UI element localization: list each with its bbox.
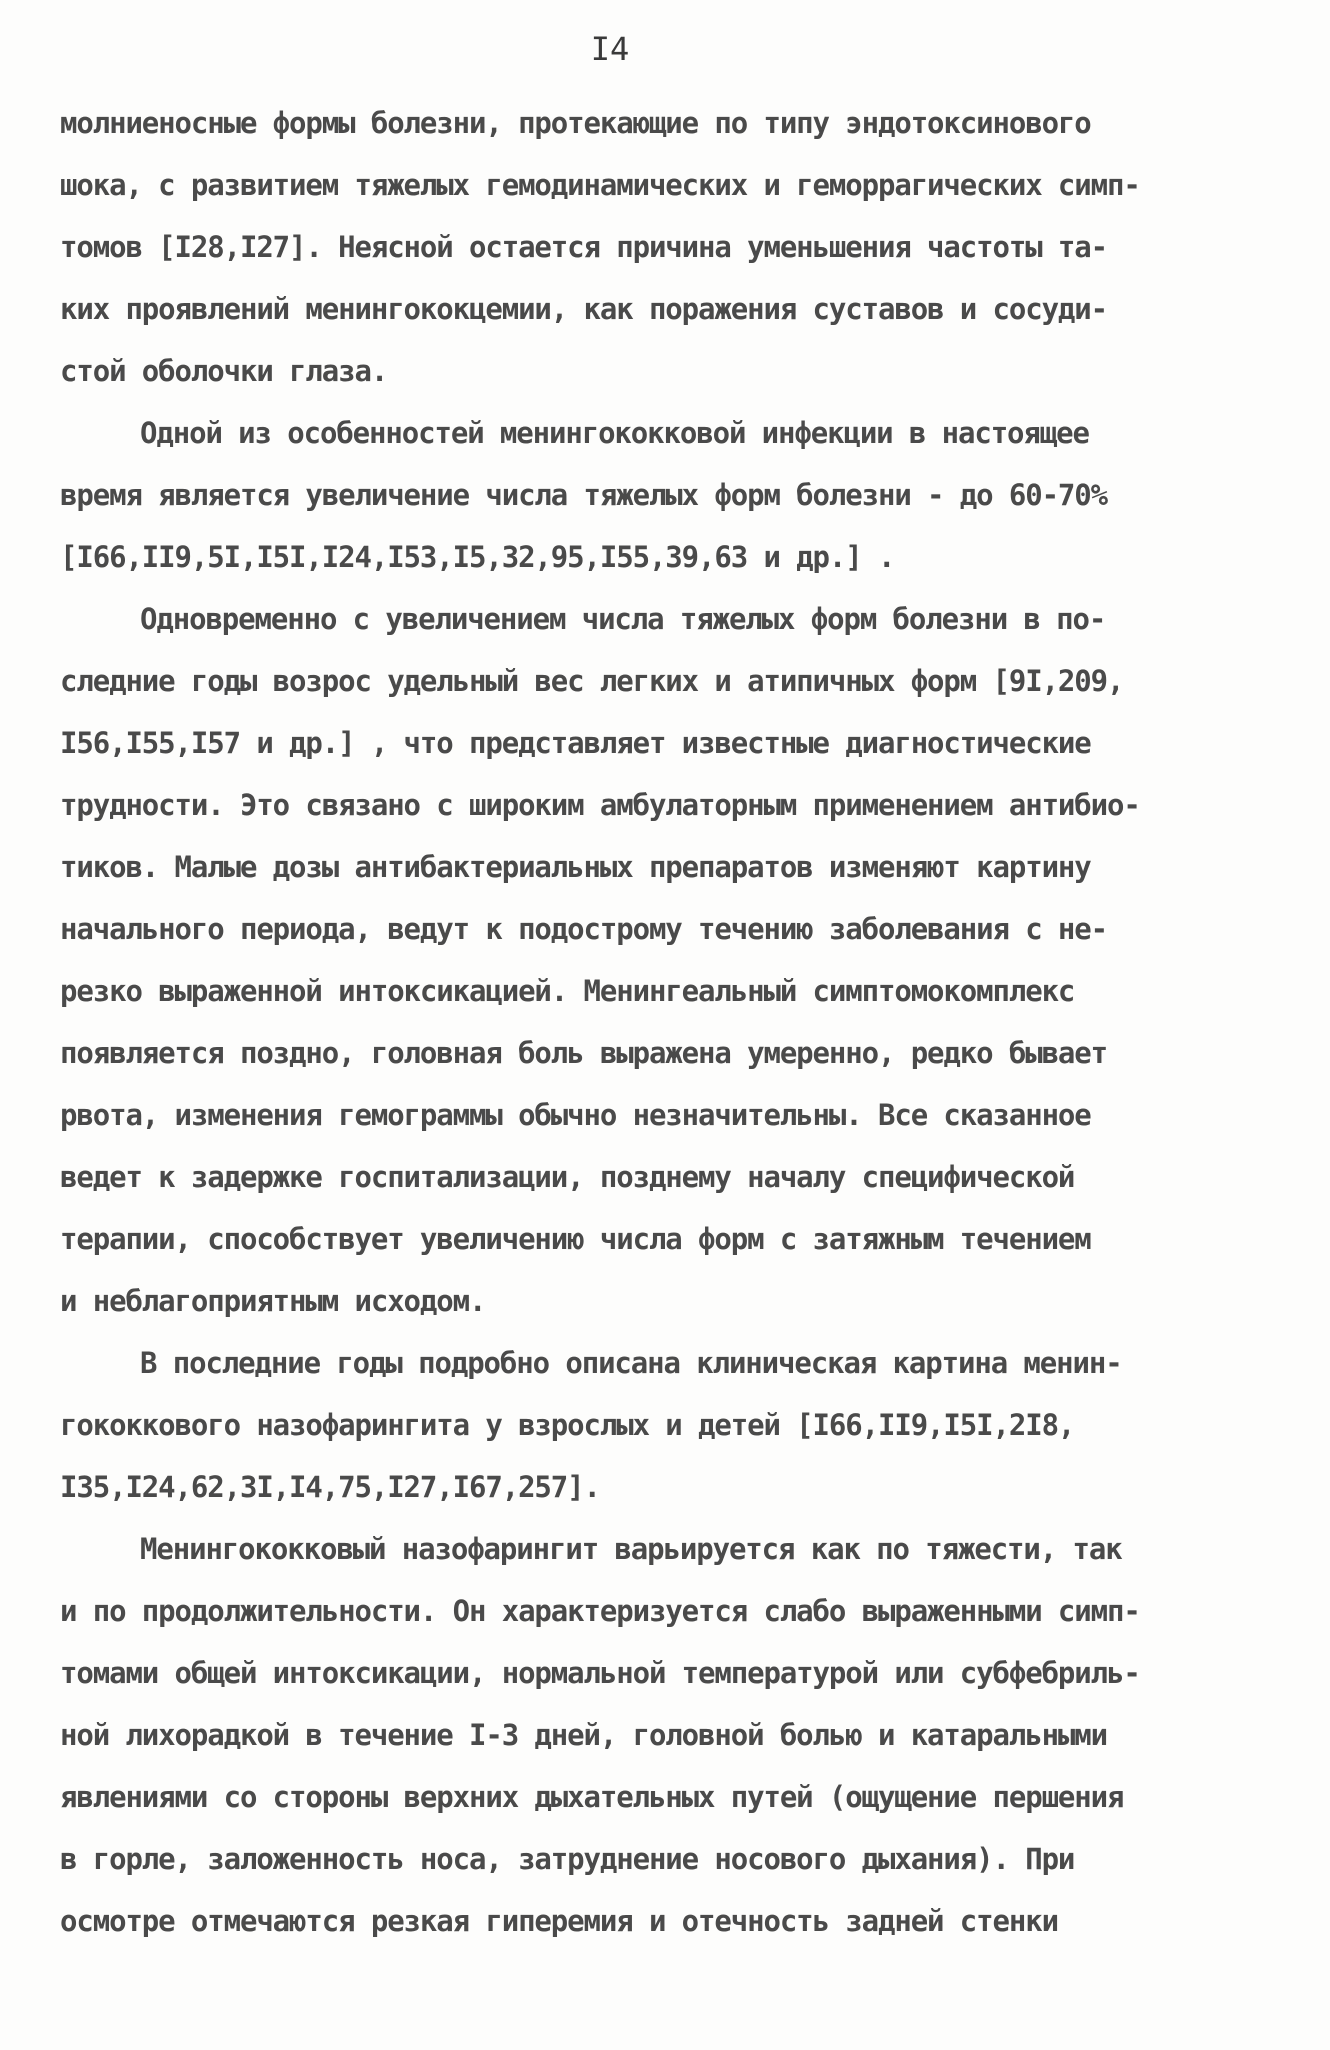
text-line: и по продолжительности. Он характеризуется слабо выраженными симп- [60,1594,1140,1628]
text-line: В последние годы подробно описана клиническая картина менин- [140,1346,1122,1380]
text-line: шока, с развитием тяжелых гемодинамических и геморрагических симп- [60,168,1140,202]
text-line: Одновременно с увеличением числа тяжелых форм болезни в по- [140,602,1106,636]
text-line: в горле, заложенность носа, затруднение носового дыхания). При [60,1842,1075,1876]
text-line: и неблагоприятным исходом. [60,1284,486,1318]
text-line: начального периода, ведут к подострому течению заболевания с не- [60,912,1108,946]
text-line: стой оболочки глаза. [60,354,388,388]
text-line: ной лихорадкой в течение I-3 дней, головной болью и катаральными [60,1718,1108,1752]
text-line: I35,I24,62,3I,I4,75,I27,I67,257]. [60,1470,600,1504]
text-line: молниеносные формы болезни, протекающие по типу эндотоксинового [60,106,1091,140]
text-line: [I66,II9,5I,I5I,I24,I53,I5,32,95,I55,39,63 и др.] . [60,540,895,574]
text-line: Менингококковый назофарингит варьируется как по тяжести, так [140,1532,1122,1566]
text-line: осмотре отмечаются резкая гиперемия и отечность задней стенки [60,1904,1058,1938]
text-line: I56,I55,I57 и др.] , что представляет известные диагностические [60,726,1091,760]
text-line: тиков. Малые дозы антибактериальных препаратов изменяют картину [60,850,1091,884]
text-line: явлениями со стороны верхних дыхательных путей (ощущение першения [60,1780,1124,1814]
text-line: появляется поздно, головная боль выражена умеренно, редко бывает [60,1036,1108,1070]
text-line: томами общей интоксикации, нормальной температурой или субфебриль- [60,1656,1140,1690]
text-line: резко выраженной интоксикацией. Менингеальный симптомокомплекс [60,974,1075,1008]
text-line: ведет к задержке госпитализации, позднему началу специфической [60,1160,1075,1194]
text-line: трудности. Это связано с широким амбулаторным применением антибио- [60,788,1140,822]
text-line: ких проявлений менингококцемии, как поражения суставов и сосуди- [60,292,1108,326]
text-line: следние годы возрос удельный вес легких и атипичных форм [9I,209, [60,664,1124,698]
page-number: I4 [590,30,630,68]
text-line: терапии, способствует увеличению числа форм с затяжным течением [60,1222,1091,1256]
text-body [60,92,1270,1952]
text-line: Одной из особенностей менингококковой инфекции в настоящее [140,416,1089,450]
text-line: время является увеличение числа тяжелых форм болезни - до 60-70% [60,478,1108,512]
text-line: томов [I28,I27]. Неясной остается причина уменьшения частоты та- [60,230,1108,264]
text-line: гококкового назофарингита у взрослых и детей [I66,II9,I5I,2I8, [60,1408,1075,1442]
text-line: рвота, изменения гемограммы обычно незначительны. Все сказанное [60,1098,1091,1132]
